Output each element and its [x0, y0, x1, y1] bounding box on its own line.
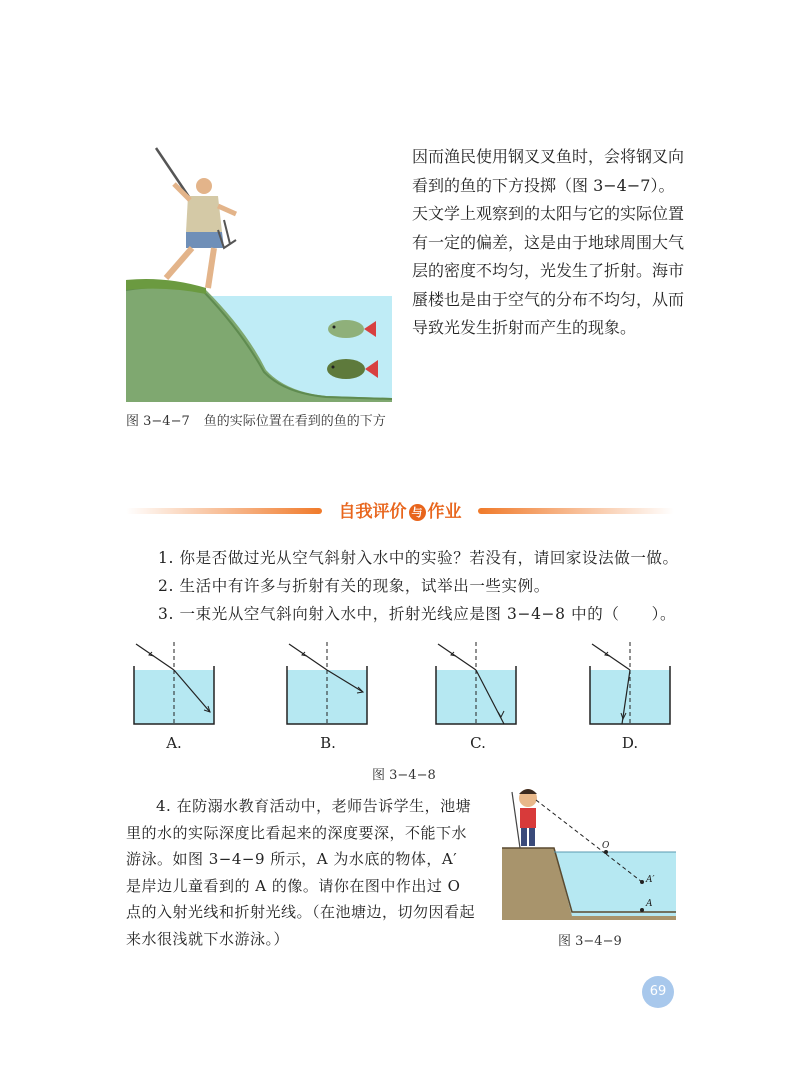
- section-title-left: 自我评价: [338, 502, 407, 522]
- beaker-option-a: [132, 640, 216, 726]
- header-decor-line-left: [126, 508, 322, 514]
- option-label-b: B.: [320, 734, 336, 752]
- point-a: [640, 908, 644, 912]
- figure-caption-number: 图 3−4−7: [126, 414, 190, 429]
- question-1: 1. 你是否做过光从空气斜射入水中的实验？若没有，请回家设法做一做。: [158, 549, 679, 567]
- figure-caption-text: 鱼的实际位置在看到的鱼的下方: [203, 414, 386, 429]
- question-4-text: 4. 在防溺水教育活动中，老师告诉学生，池塘里的水的实际深度比看起来的深度要深，不能下水游泳。如图 3−4−9 所示，A 为水底的物体，A′ 是岸边儿童看到的 A 的像。请你在图中作出过 O 点的入射光线和折射光线。（在池塘边，切勿因看起来水很浅就下水游泳。）: [126, 797, 476, 948]
- pond-diagram: [502, 782, 676, 920]
- intro-paragraph: 因而渔民使用钢叉叉鱼时，会将钢叉向看到的鱼的下方投掷（图 3−4−7）。天文学上观察到的太阳与它的实际位置有一定的偏差，这是由于地球周围大气层的密度不均匀，光发生了折射。海市蜃楼也是由于空气的分布不均匀，从而导致光发生折射而产生的现象。: [412, 147, 685, 337]
- label-a: A: [646, 899, 653, 909]
- option-label-c: C.: [470, 734, 486, 752]
- beaker-option-d: [588, 640, 672, 726]
- option-label-d: D.: [621, 734, 639, 752]
- beaker-option-c: [434, 640, 518, 726]
- sight-line: [536, 800, 606, 854]
- pond-water: [554, 852, 676, 916]
- header-decor-line-right: [478, 508, 674, 514]
- option-label-a: A.: [166, 734, 182, 752]
- child-figure: [512, 789, 537, 848]
- section-title: [326, 498, 474, 526]
- label-o: O: [602, 841, 610, 851]
- figure-3-4-8-caption: 图 3−4−8: [372, 768, 436, 783]
- question-2: 2. 生活中有许多与折射有关的现象，试举出一些实例。: [158, 577, 550, 595]
- point-a-prime: [640, 880, 644, 884]
- section-header: [126, 498, 674, 526]
- page-number-badge: 69: [642, 976, 674, 1008]
- section-title-mid-badge: 与: [409, 504, 426, 521]
- label-a-prime: A′: [646, 875, 655, 885]
- question-3: 3. 一束光从空气斜向射入水中，折射光线应是图 3−4−8 中的（ ）。: [158, 605, 677, 623]
- figure-3-4-7-caption: [126, 410, 386, 429]
- section-title-right: 作业: [427, 502, 462, 522]
- question-4: [126, 793, 476, 952]
- fisherman-illustration: [126, 140, 392, 402]
- beaker-option-b: [285, 640, 369, 726]
- figure-3-4-9-caption: 图 3−4−9: [558, 934, 622, 949]
